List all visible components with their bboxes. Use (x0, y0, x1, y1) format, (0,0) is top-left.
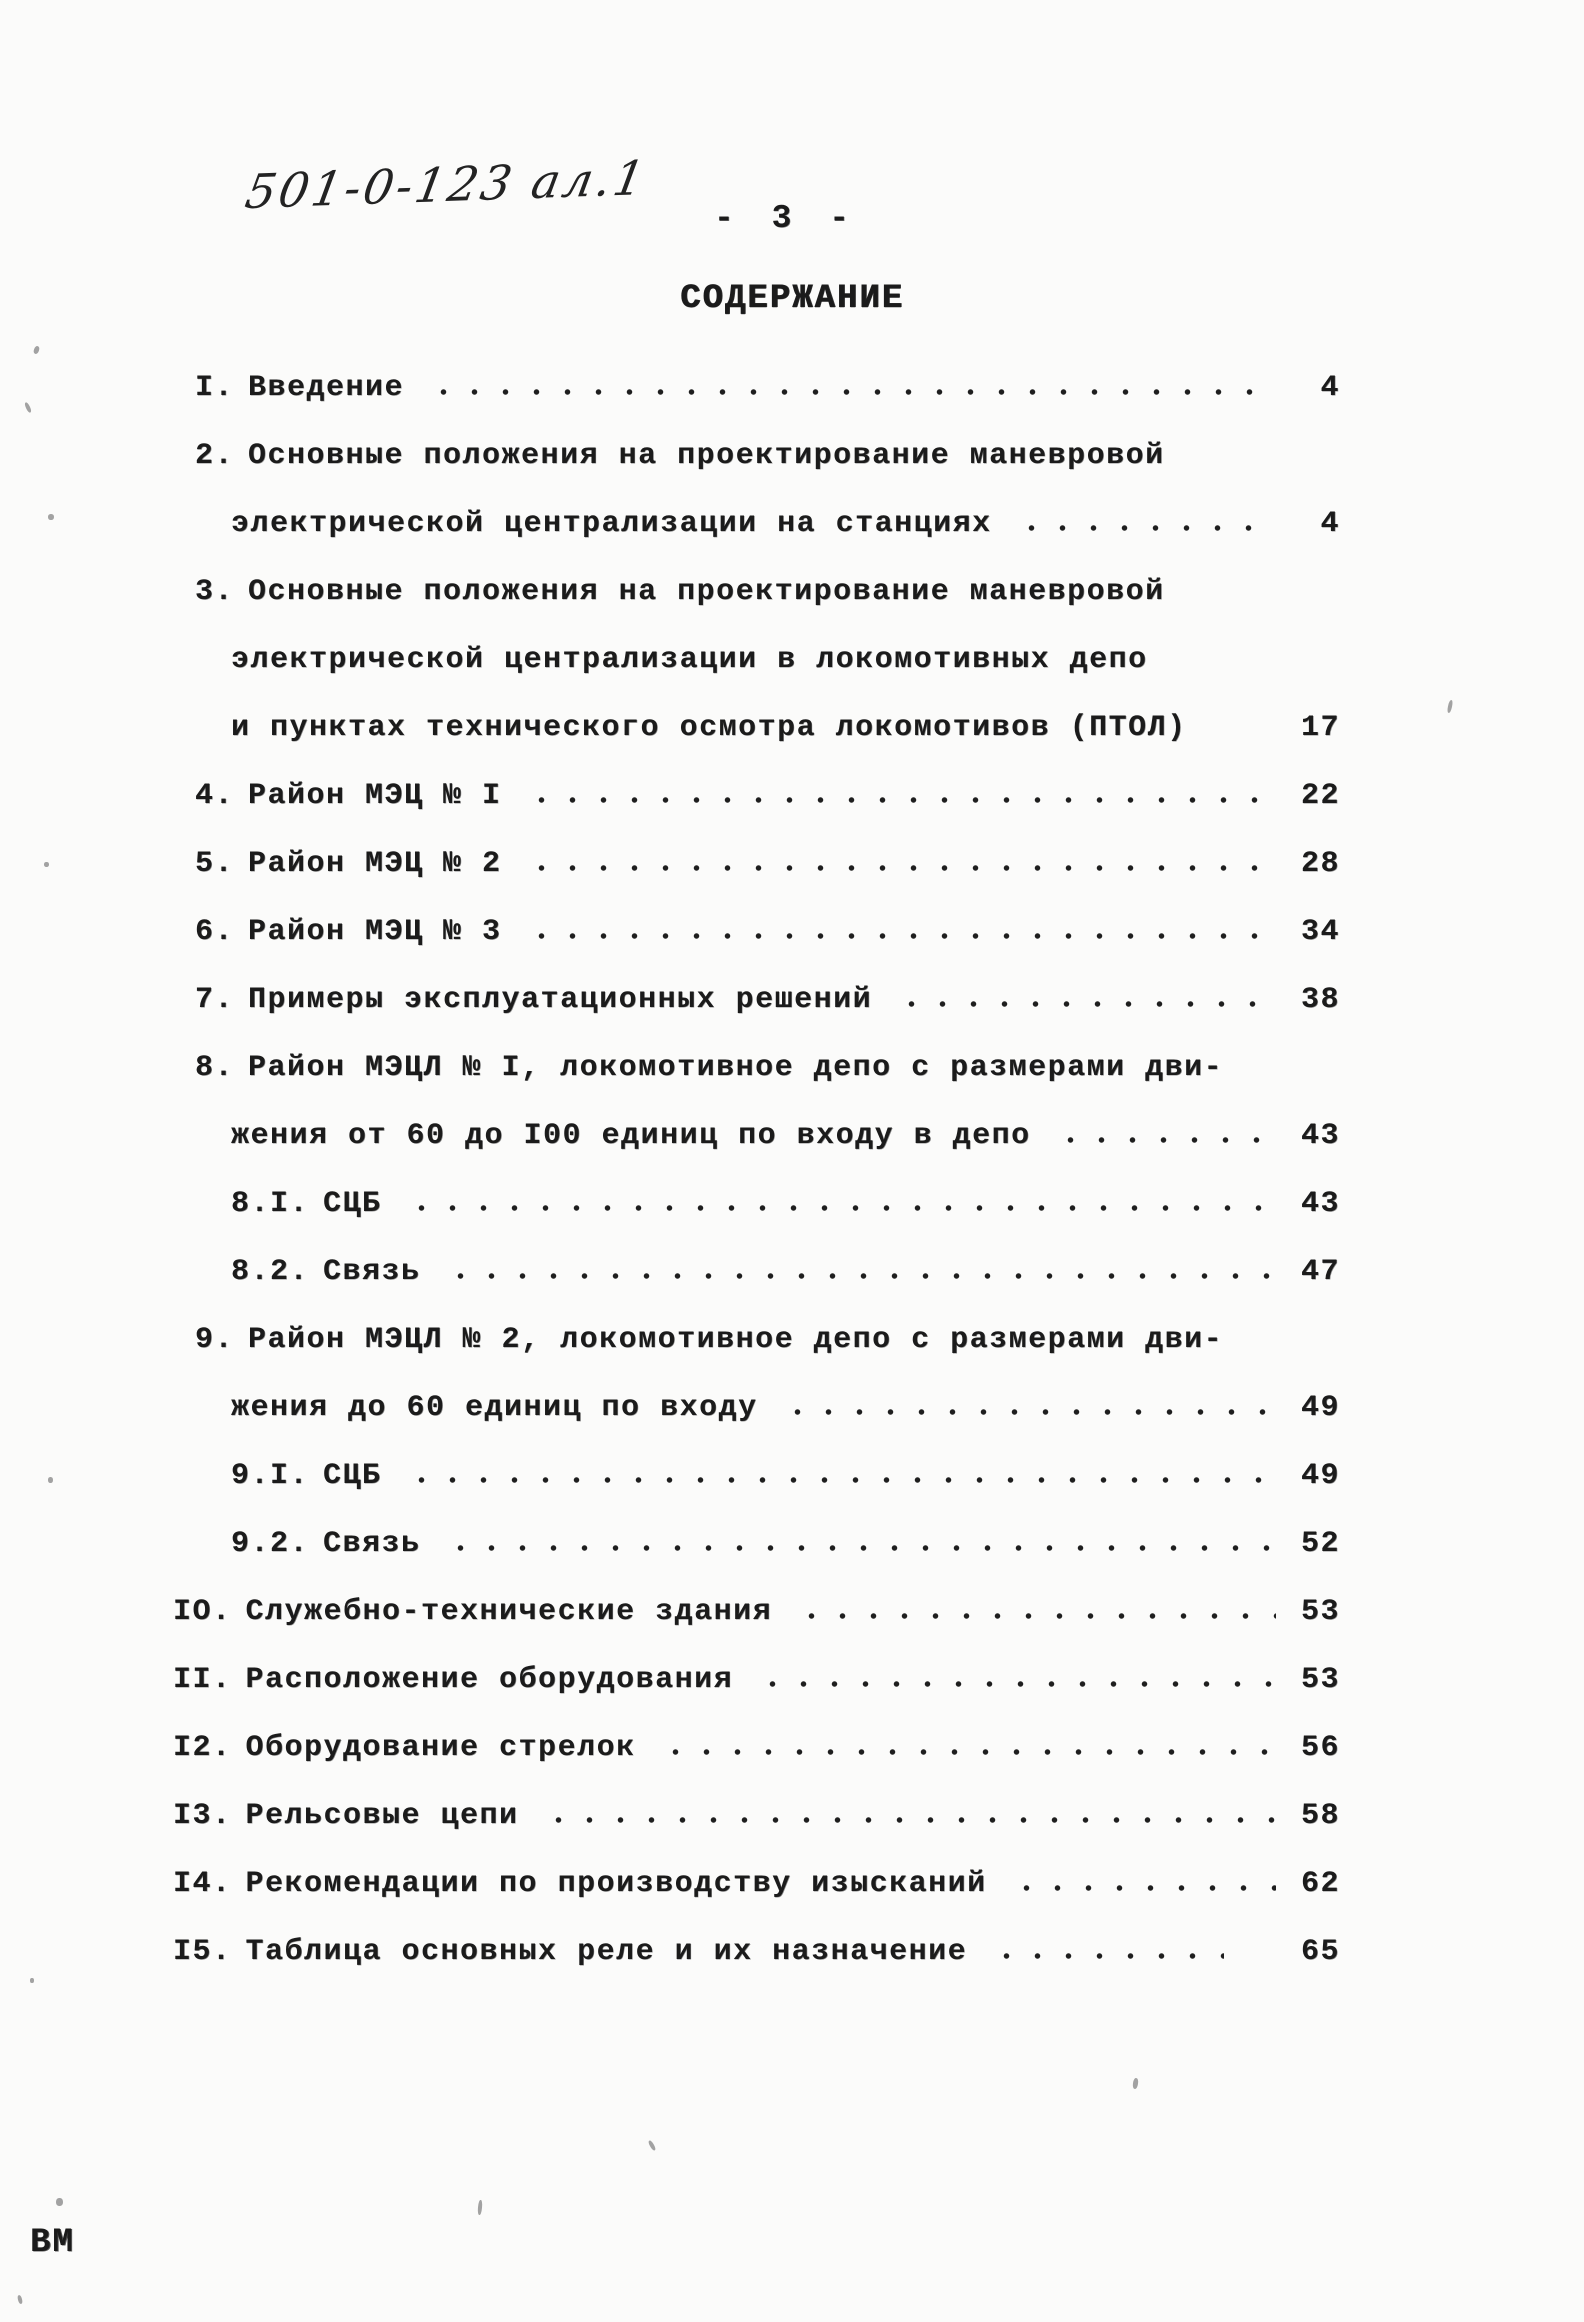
toc-page-number: 4 (1320, 371, 1340, 405)
toc-row (195, 1256, 1340, 1288)
dot-leader (437, 1269, 1276, 1283)
toc-page-number: 43 (1300, 1187, 1340, 1221)
scan-speck (648, 2140, 657, 2152)
toc-row (195, 372, 1340, 404)
toc-item-text: Связь (323, 1527, 421, 1561)
handwritten-doc-number: 501-0-123 ал.1 (241, 150, 652, 221)
toc-item-number: II. (173, 1663, 232, 1697)
toc-item-text: СЦБ (323, 1187, 382, 1221)
scan-speck (48, 1477, 53, 1483)
toc-item-text: Район МЭЦЛ № 2, локомотивное депо с размерами дви- (248, 1323, 1224, 1357)
dot-leader (420, 385, 1276, 399)
toc-item-text: Рекомендации по производству изысканий (245, 1867, 987, 1901)
toc-item-text: Связь (323, 1255, 421, 1289)
toc-item-text: электрической централизации в локомотивных депо (231, 643, 1148, 677)
scan-speck (1132, 2078, 1138, 2090)
toc-item-number: 6. (195, 915, 235, 949)
toc-row (173, 1935, 1340, 1969)
toc-page-number: 53 (1300, 1595, 1340, 1629)
scan-speck (44, 862, 49, 867)
dot-leader (1047, 1133, 1276, 1147)
toc-item-number: 2. (195, 439, 235, 473)
scan-speck (24, 402, 32, 414)
toc-row (173, 1799, 1340, 1833)
toc-item-text: Примеры эксплуатационных решений (248, 983, 873, 1017)
toc-page-number: 28 (1300, 847, 1340, 881)
toc-row (195, 984, 1340, 1016)
toc-item-number: I2. (173, 1731, 232, 1765)
toc-page-number: 52 (1300, 1527, 1340, 1561)
toc-page-number: 65 (1300, 1935, 1340, 1969)
toc-page-number: 38 (1300, 983, 1340, 1017)
toc-item-text: Район МЭЦ № 3 (248, 915, 502, 949)
toc-row (195, 916, 1340, 948)
scan-speck (48, 514, 54, 520)
toc-item-text: Рельсовые цепи (245, 1799, 519, 1833)
toc-page-number: 53 (1300, 1663, 1340, 1697)
dot-leader (398, 1473, 1276, 1487)
dot-leader (749, 1677, 1276, 1691)
toc-item-text: Оборудование стрелок (245, 1731, 636, 1765)
toc-item-text: жения от 60 до I00 единиц по входу в депо (231, 1119, 1031, 1153)
toc-item-number: I3. (173, 1799, 232, 1833)
toc-row (195, 780, 1340, 812)
toc-item-text: Служебно-технические здания (245, 1595, 773, 1629)
scan-speck (1447, 700, 1454, 714)
dot-leader (518, 793, 1276, 807)
toc-item-text: и пунктах технического осмотра локомотивов (ПТОЛ) (231, 711, 1187, 745)
toc-page-number: 17 (1300, 711, 1340, 745)
dot-leader (1003, 1881, 1276, 1895)
dot-leader (437, 1541, 1276, 1555)
toc-item-number: I5. (173, 1935, 232, 1969)
toc-item-text: Район МЭЦЛ № I, локомотивное депо с размерами дви- (248, 1051, 1224, 1085)
dot-leader (652, 1745, 1276, 1759)
toc-item-text: Расположение оборудования (245, 1663, 734, 1697)
toc-item-text: Район МЭЦ № 2 (248, 847, 502, 881)
dot-leader (518, 861, 1276, 875)
page-title: СОДЕРЖАНИЕ (679, 280, 905, 318)
toc-page-number: 58 (1300, 1799, 1340, 1833)
toc-page-number: 56 (1300, 1731, 1340, 1765)
toc-item-number: 3. (195, 575, 235, 609)
toc-row (195, 848, 1340, 880)
scan-speck (56, 2198, 63, 2206)
scan-speck (33, 345, 40, 354)
toc-item-number: 8. (195, 1051, 235, 1085)
toc-row (195, 1188, 1340, 1220)
toc-page-number: 49 (1300, 1391, 1340, 1425)
dot-leader (888, 997, 1276, 1011)
dot-leader (1008, 521, 1276, 535)
dot-leader (398, 1201, 1276, 1215)
toc-page-number: 47 (1300, 1255, 1340, 1289)
toc-row (195, 1528, 1340, 1560)
toc-row (173, 1595, 1340, 1629)
toc-item-number: 9. (195, 1323, 235, 1357)
toc-row (173, 1867, 1340, 1901)
toc-item-text: Введение (248, 371, 405, 405)
toc-page-number: 34 (1300, 915, 1340, 949)
toc-list (173, 371, 1340, 1969)
toc-item-number: 9.I. (231, 1459, 310, 1493)
dot-leader (774, 1405, 1276, 1419)
toc-row (195, 1392, 1340, 1424)
toc-page-number: 22 (1300, 779, 1340, 813)
toc-row (195, 508, 1340, 540)
toc-item-text: электрической централизации на станциях (231, 507, 992, 541)
toc-page-number: 43 (1300, 1119, 1340, 1153)
toc-item-number: 8.I. (231, 1187, 310, 1221)
toc-item-text: СЦБ (323, 1459, 382, 1493)
toc-row (173, 1731, 1340, 1765)
toc-page-number: 49 (1300, 1459, 1340, 1493)
scan-speck (17, 2295, 23, 2305)
toc-row (195, 1460, 1340, 1492)
toc-row (195, 1120, 1340, 1152)
toc-row (195, 440, 1340, 472)
scan-speck (477, 2200, 482, 2215)
toc-item-text: Район МЭЦ № I (248, 779, 502, 813)
toc-item-text: Таблица основных реле и их назначение (245, 1935, 968, 1969)
toc-item-number: 7. (195, 983, 235, 1017)
footer-mark: ВМ (30, 2224, 75, 2262)
toc-item-number: I4. (173, 1867, 232, 1901)
toc-item-number: IO. (173, 1595, 232, 1629)
toc-item-number: 8.2. (231, 1255, 310, 1289)
toc-row (173, 1663, 1340, 1697)
page-number: - 3 - (714, 200, 859, 237)
toc-page-number: 4 (1320, 507, 1340, 541)
toc-row (195, 712, 1340, 744)
toc-item-number: I. (195, 371, 235, 405)
toc-row (195, 644, 1340, 676)
toc-item-text: жения до 60 единиц по входу (231, 1391, 758, 1425)
toc-item-number: 5. (195, 847, 235, 881)
toc-page-number: 62 (1300, 1867, 1340, 1901)
dot-leader (983, 1949, 1224, 1963)
toc-item-text: Основные положения на проектирование маневровой (248, 575, 1165, 609)
toc-item-text: Основные положения на проектирование маневровой (248, 439, 1165, 473)
toc-item-number: 4. (195, 779, 235, 813)
dot-leader (535, 1813, 1276, 1827)
dot-leader (518, 929, 1276, 943)
dot-leader (788, 1609, 1276, 1623)
toc-row (195, 1324, 1340, 1356)
toc-row (195, 1052, 1340, 1084)
toc-row (195, 576, 1340, 608)
toc-item-number: 9.2. (231, 1527, 310, 1561)
scan-speck (30, 1978, 34, 1983)
